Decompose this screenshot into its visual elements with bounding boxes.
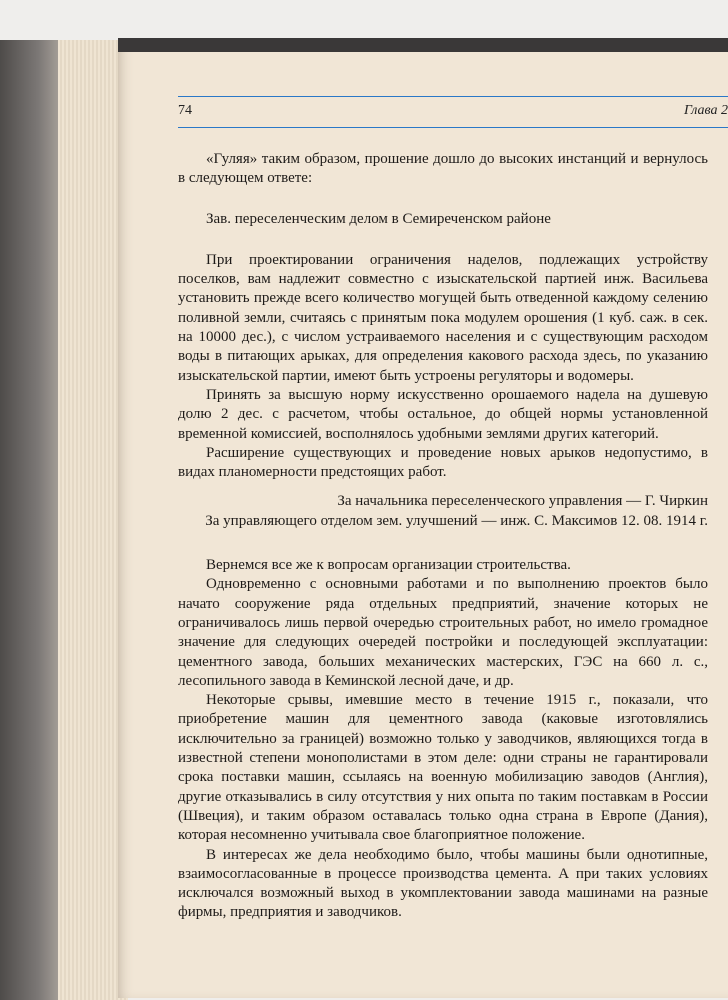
- paragraph-2: Одновременно с основными работами и по выполнению проектов было начато сооружение ряда отдельных предприятий, значение которых не ограничивалось лишь первой очередью строительных работ, но имело громадное значение для следующих очередей постройки и последующей эксплуатации: цементного завода, больших механических мастерских, ГЭС на 660 л. с., лесопильного завода в Кеминской лесной даче, и др.: [178, 576, 708, 689]
- header-rule-bottom: [178, 127, 728, 128]
- signature-2: За управляющего отделом зем. улучшений — инж. С. Максимов 12. 08. 1914 г.: [205, 512, 708, 529]
- paragraph-intro: «Гуляя» таким образом, прошение дошло до высоких инстанций и вернулось в следующем ответе:: [178, 151, 708, 187]
- paragraph-1: Вернемся все же к вопросам организации строительства.: [206, 557, 571, 574]
- body-text: [178, 150, 708, 923]
- quoted-reply: [178, 251, 708, 483]
- signature-1: За начальника переселенческого управления — Г. Чиркин: [337, 493, 708, 510]
- paragraph-3: Некоторые срывы, имевшие место в течение 1915 г., показали, что приобретение машин для цементного завода (каковые изготовлялись исключительно за границей) возможно только у заводчиков, являющихся тогда в известной степени монополистами в этом деле: одни страны не гарантировали срока поставки машин, ссылаясь на военную мобилизацию заводов (Англия), другие отказывались в силу отсутствия у них опыта по таким поставкам в России (Швеция), и таким образом оставалась только одна страна в Европе (Дания), которая несомненно учитывала свое благоприятное положение.: [178, 692, 708, 844]
- signature-block: [178, 492, 708, 531]
- running-header: [178, 103, 728, 125]
- quote-paragraph-3: Расширение существующих и проведение новых арыков недопустимо, в видах планомерности предстоящих работ.: [178, 444, 708, 481]
- header-rule-top: [178, 96, 728, 97]
- paragraph-4: В интересах же дела необходимо было, чтобы машины были однотипные, взаимосогласованные в процессе производства цемента. А при таких условиях исключался возможный выход в укомплектовании завода машинами на разные фирмы, предприятия и заводчиков.: [178, 846, 708, 921]
- quote-paragraph-1: При проектировании ограничения наделов, подлежащих устройству поселков, вам надлежит совместно с изыскательской партией инж. Васильева установить прежде всего количество могущей быть отведенной каждому селению поливной земли, считаясь с принятым пока модулем орошения (1 куб. саж. в сек. на 10000 дес.), с числом устраиваемого населения и с существующим расходом воды в питающих арыках, для определения какового расхода здесь, по указанию изыскательской партии, имеют быть устроены регуляторы и водомеры.: [178, 251, 708, 384]
- main-text: [178, 556, 708, 923]
- page-top-edge: [118, 38, 728, 52]
- chapter-title: Глава 2: [684, 103, 728, 118]
- quote-paragraph-2: Принять за высшую норму искусственно орошаемого надела на душевую долю 2 дес. с расчетом, чтобы остальное, до общей нормы установленной временной комиссией, восполнялось удобными землями других категорий.: [178, 386, 708, 442]
- page-number: 74: [178, 103, 192, 118]
- recipient-line: Зав. переселенческим делом в Семиреченском районе: [206, 210, 551, 227]
